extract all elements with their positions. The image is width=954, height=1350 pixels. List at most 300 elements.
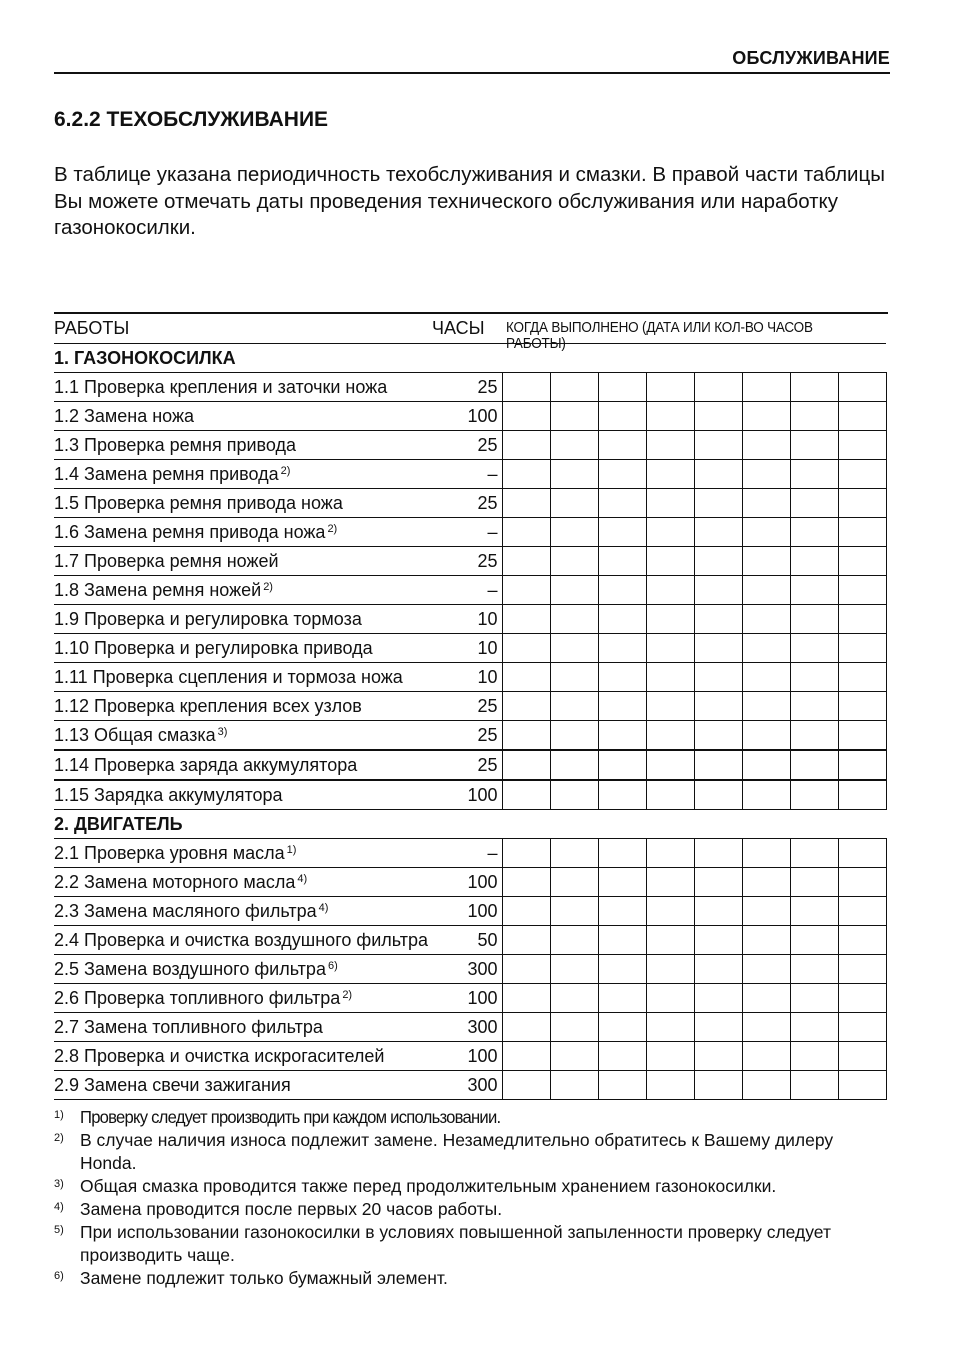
footnote-text: При использовании газонокосилки в условиях повышенной запыленности проверку следует производить чаще. xyxy=(80,1222,831,1265)
task-name-cell xyxy=(54,1071,454,1100)
record-entry-cell[interactable] xyxy=(838,460,886,489)
record-entry-cell[interactable] xyxy=(742,431,790,460)
record-entry-cell[interactable] xyxy=(550,431,598,460)
record-entry-cell[interactable] xyxy=(838,926,886,955)
record-entry-cell[interactable] xyxy=(502,1071,550,1100)
task-name: 1.5 Проверка ремня привода ножа xyxy=(54,492,343,513)
record-entry-cell[interactable] xyxy=(694,897,742,926)
record-entry-cell[interactable] xyxy=(790,576,838,605)
record-entry-cell[interactable] xyxy=(838,839,886,868)
record-entry-cell[interactable] xyxy=(550,663,598,692)
record-entry-cell[interactable] xyxy=(598,460,646,489)
section-title: 6.2.2 ТЕХОБСЛУЖИВАНИЕ xyxy=(54,108,329,131)
hours-cell: 300 xyxy=(454,955,502,984)
footnote-reference: 2) xyxy=(263,580,273,593)
record-entry-cell[interactable] xyxy=(838,868,886,897)
table-group-row xyxy=(54,810,886,839)
record-entry-cell[interactable] xyxy=(502,402,550,431)
record-entry-cell[interactable] xyxy=(502,839,550,868)
record-entry-cell[interactable] xyxy=(502,518,550,547)
record-entry-cell[interactable] xyxy=(598,431,646,460)
record-entry-cell[interactable] xyxy=(742,489,790,518)
record-entry-cell[interactable] xyxy=(790,926,838,955)
record-entry-cell[interactable] xyxy=(694,1042,742,1071)
record-entry-cell[interactable] xyxy=(742,1013,790,1042)
footnote xyxy=(54,1175,894,1198)
task-name: 1.2 Замена ножа xyxy=(54,405,195,426)
record-entry-cell[interactable] xyxy=(694,663,742,692)
table-row xyxy=(54,402,886,431)
record-entry-cell[interactable] xyxy=(598,984,646,1013)
record-entry-cell[interactable] xyxy=(598,1013,646,1042)
task-name: 2.1 Проверка уровня масла xyxy=(54,842,285,863)
hours-cell: 25 xyxy=(454,692,502,721)
record-entry-cell[interactable] xyxy=(694,868,742,897)
record-entry-cell[interactable] xyxy=(694,518,742,547)
record-entry-cell[interactable] xyxy=(742,721,790,751)
hours-cell: 10 xyxy=(454,634,502,663)
record-entry-cell[interactable] xyxy=(502,750,550,780)
record-entry-cell[interactable] xyxy=(694,750,742,780)
footnote-reference: 2) xyxy=(327,522,338,535)
task-name: 2.2 Замена моторного масла xyxy=(54,871,296,892)
table-row xyxy=(54,839,886,868)
hours-cell: 50 xyxy=(454,926,502,955)
record-entry-cell[interactable] xyxy=(694,489,742,518)
record-entry-cell[interactable] xyxy=(838,373,886,402)
record-entry-cell[interactable] xyxy=(694,402,742,431)
hours-cell: 25 xyxy=(454,721,502,751)
record-entry-cell[interactable] xyxy=(646,373,694,402)
record-entry-cell[interactable] xyxy=(502,1042,550,1071)
record-entry-cell[interactable] xyxy=(550,1042,598,1071)
record-entry-cell[interactable] xyxy=(646,780,694,810)
record-entry-cell[interactable] xyxy=(694,955,742,984)
table-row xyxy=(54,1013,886,1042)
record-entry-cell[interactable] xyxy=(838,955,886,984)
record-entry-cell[interactable] xyxy=(598,605,646,634)
table-row xyxy=(54,576,886,605)
record-entry-cell[interactable] xyxy=(550,984,598,1013)
record-entry-cell[interactable] xyxy=(598,926,646,955)
record-entry-cell[interactable] xyxy=(550,489,598,518)
record-entry-cell[interactable] xyxy=(550,605,598,634)
record-entry-cell[interactable] xyxy=(646,547,694,576)
record-entry-cell[interactable] xyxy=(838,547,886,576)
task-name-cell xyxy=(54,663,454,692)
table-row xyxy=(54,1042,886,1071)
task-name: 2.9 Замена свечи зажигания xyxy=(54,1074,291,1095)
record-entry-cell[interactable] xyxy=(550,926,598,955)
record-entry-cell[interactable] xyxy=(694,1013,742,1042)
record-entry-cell[interactable] xyxy=(790,1013,838,1042)
record-entry-cell[interactable] xyxy=(742,518,790,547)
task-name-cell xyxy=(54,1042,454,1071)
hours-cell: 100 xyxy=(454,868,502,897)
hours-cell: 100 xyxy=(454,1042,502,1071)
record-entry-cell[interactable] xyxy=(550,750,598,780)
hours-cell: 25 xyxy=(454,489,502,518)
record-entry-cell[interactable] xyxy=(790,955,838,984)
footnote xyxy=(54,1129,894,1175)
record-entry-cell[interactable] xyxy=(742,1042,790,1071)
record-entry-cell[interactable] xyxy=(550,692,598,721)
hours-cell: 25 xyxy=(454,373,502,402)
task-name: 1.14 Проверка заряда аккумулятора xyxy=(54,754,358,775)
record-entry-cell[interactable] xyxy=(742,576,790,605)
record-entry-cell[interactable] xyxy=(694,605,742,634)
record-entry-cell[interactable] xyxy=(550,955,598,984)
record-entry-cell[interactable] xyxy=(502,547,550,576)
table-row xyxy=(54,984,886,1013)
hours-cell: 25 xyxy=(454,750,502,780)
record-entry-cell[interactable] xyxy=(790,605,838,634)
record-entry-cell[interactable] xyxy=(550,634,598,663)
maintenance-table xyxy=(54,343,887,1100)
task-name: 2.7 Замена топливного фильтра xyxy=(54,1016,323,1037)
record-entry-cell[interactable] xyxy=(790,1042,838,1071)
footnote-text: Замене подлежит только бумажный элемент. xyxy=(80,1268,448,1288)
record-entry-cell[interactable] xyxy=(694,431,742,460)
task-name-cell xyxy=(54,547,454,576)
record-entry-cell[interactable] xyxy=(646,634,694,663)
group-title: 1. ГАЗОНОКОСИЛКА xyxy=(54,344,886,373)
footnote-mark: 4) xyxy=(54,1201,64,1213)
table-column-headers xyxy=(54,316,888,352)
record-entry-cell[interactable] xyxy=(598,518,646,547)
record-entry-cell[interactable] xyxy=(502,663,550,692)
record-entry-cell[interactable] xyxy=(502,634,550,663)
record-entry-cell[interactable] xyxy=(790,839,838,868)
record-entry-cell[interactable] xyxy=(502,984,550,1013)
record-entry-cell[interactable] xyxy=(790,663,838,692)
hours-cell: 100 xyxy=(454,897,502,926)
record-entry-cell[interactable] xyxy=(550,897,598,926)
footnote xyxy=(54,1106,894,1129)
record-entry-cell[interactable] xyxy=(502,955,550,984)
record-entry-cell[interactable] xyxy=(742,402,790,431)
record-entry-cell[interactable] xyxy=(502,373,550,402)
task-name: 1.7 Проверка ремня ножей xyxy=(54,550,279,571)
record-entry-cell[interactable] xyxy=(646,460,694,489)
record-entry-cell[interactable] xyxy=(838,663,886,692)
table-row xyxy=(54,897,886,926)
record-entry-cell[interactable] xyxy=(598,780,646,810)
task-name: 1.13 Общая смазка xyxy=(54,724,216,745)
record-entry-cell[interactable] xyxy=(502,460,550,489)
footnote-reference: 6) xyxy=(327,959,338,972)
record-entry-cell[interactable] xyxy=(598,721,646,751)
record-entry-cell[interactable] xyxy=(742,634,790,663)
record-entry-cell[interactable] xyxy=(598,576,646,605)
record-entry-cell[interactable] xyxy=(838,518,886,547)
record-entry-cell[interactable] xyxy=(790,1071,838,1100)
task-name: 1.9 Проверка и регулировка тормоза xyxy=(54,608,362,629)
running-header: ОБСЛУЖИВАНИЕ xyxy=(732,48,890,68)
record-entry-cell[interactable] xyxy=(790,402,838,431)
record-entry-cell[interactable] xyxy=(742,547,790,576)
hours-cell: 300 xyxy=(454,1071,502,1100)
record-entry-cell[interactable] xyxy=(838,984,886,1013)
record-entry-cell[interactable] xyxy=(502,868,550,897)
task-name-cell xyxy=(54,518,454,547)
record-entry-cell[interactable] xyxy=(742,373,790,402)
record-entry-cell[interactable] xyxy=(694,984,742,1013)
table-row xyxy=(54,373,886,402)
record-entry-cell[interactable] xyxy=(742,868,790,897)
record-entry-cell[interactable] xyxy=(790,984,838,1013)
record-entry-cell[interactable] xyxy=(502,897,550,926)
record-entry-cell[interactable] xyxy=(790,750,838,780)
record-entry-cell[interactable] xyxy=(838,431,886,460)
hours-cell: 100 xyxy=(454,984,502,1013)
record-entry-cell[interactable] xyxy=(598,634,646,663)
record-entry-cell[interactable] xyxy=(646,926,694,955)
record-entry-cell[interactable] xyxy=(646,1013,694,1042)
record-entry-cell[interactable] xyxy=(742,1071,790,1100)
intro-paragraph: В таблице указана периодичность техобслуживания и смазки. В правой части таблицы Вы можете отмечать даты проведения технического обслуживания или наработку газонокосилки. xyxy=(54,163,885,239)
record-entry-cell[interactable] xyxy=(550,868,598,897)
record-entry-cell[interactable] xyxy=(598,489,646,518)
record-entry-cell[interactable] xyxy=(838,634,886,663)
hours-cell: 25 xyxy=(454,547,502,576)
footnote-reference: 4) xyxy=(297,872,308,885)
record-entry-cell[interactable] xyxy=(502,692,550,721)
table-row xyxy=(54,460,886,489)
task-name-cell xyxy=(54,1013,454,1042)
record-entry-cell[interactable] xyxy=(502,431,550,460)
record-entry-cell[interactable] xyxy=(790,460,838,489)
record-entry-cell[interactable] xyxy=(646,692,694,721)
record-entry-cell[interactable] xyxy=(550,402,598,431)
record-entry-cell[interactable] xyxy=(694,721,742,751)
record-entry-cell[interactable] xyxy=(550,460,598,489)
record-entry-cell[interactable] xyxy=(550,780,598,810)
record-entry-cell[interactable] xyxy=(598,402,646,431)
record-entry-cell[interactable] xyxy=(838,489,886,518)
record-entry-cell[interactable] xyxy=(502,489,550,518)
task-name-cell xyxy=(54,955,454,984)
record-entry-cell[interactable] xyxy=(742,663,790,692)
record-entry-cell[interactable] xyxy=(790,721,838,751)
record-entry-cell[interactable] xyxy=(742,780,790,810)
record-entry-cell[interactable] xyxy=(646,897,694,926)
record-entry-cell[interactable] xyxy=(742,605,790,634)
record-entry-cell[interactable] xyxy=(742,750,790,780)
record-entry-cell[interactable] xyxy=(598,750,646,780)
record-entry-cell[interactable] xyxy=(598,897,646,926)
record-entry-cell[interactable] xyxy=(646,518,694,547)
task-name: 1.10 Проверка и регулировка привода xyxy=(54,637,373,658)
record-entry-cell[interactable] xyxy=(742,692,790,721)
task-name: 1.4 Замена ремня привода xyxy=(54,463,279,484)
record-entry-cell[interactable] xyxy=(694,373,742,402)
hours-cell: – xyxy=(454,839,502,868)
footnote-mark: 5) xyxy=(54,1224,64,1236)
hours-cell: – xyxy=(454,518,502,547)
record-entry-cell[interactable] xyxy=(694,460,742,489)
record-entry-cell[interactable] xyxy=(550,839,598,868)
record-entry-cell[interactable] xyxy=(694,692,742,721)
record-entry-cell[interactable] xyxy=(646,576,694,605)
record-entry-cell[interactable] xyxy=(646,750,694,780)
record-entry-cell[interactable] xyxy=(838,605,886,634)
record-entry-cell[interactable] xyxy=(742,984,790,1013)
record-entry-cell[interactable] xyxy=(550,721,598,751)
record-entry-cell[interactable] xyxy=(790,431,838,460)
record-entry-cell[interactable] xyxy=(502,721,550,751)
task-name-cell xyxy=(54,780,454,810)
hours-cell: 100 xyxy=(454,402,502,431)
table-row xyxy=(54,431,886,460)
task-name-cell xyxy=(54,839,454,868)
task-name: 2.8 Проверка и очистка искрогасителей xyxy=(54,1045,385,1066)
record-entry-cell[interactable] xyxy=(838,721,886,751)
record-entry-cell[interactable] xyxy=(502,576,550,605)
record-entry-cell[interactable] xyxy=(742,460,790,489)
record-entry-cell[interactable] xyxy=(838,1013,886,1042)
record-entry-cell[interactable] xyxy=(550,1013,598,1042)
task-name-cell xyxy=(54,576,454,605)
record-entry-cell[interactable] xyxy=(646,839,694,868)
footnote-mark: 6) xyxy=(54,1270,64,1282)
record-entry-cell[interactable] xyxy=(598,663,646,692)
record-entry-cell[interactable] xyxy=(742,839,790,868)
table-row xyxy=(54,1071,886,1100)
record-entry-cell[interactable] xyxy=(502,780,550,810)
record-entry-cell[interactable] xyxy=(790,489,838,518)
table-row xyxy=(54,663,886,692)
record-entry-cell[interactable] xyxy=(790,780,838,810)
record-entry-cell[interactable] xyxy=(694,780,742,810)
record-entry-cell[interactable] xyxy=(694,547,742,576)
record-entry-cell[interactable] xyxy=(838,897,886,926)
record-entry-cell[interactable] xyxy=(790,897,838,926)
record-entry-cell[interactable] xyxy=(646,868,694,897)
table-row xyxy=(54,634,886,663)
record-entry-cell[interactable] xyxy=(646,489,694,518)
record-entry-cell[interactable] xyxy=(790,634,838,663)
task-name-cell xyxy=(54,431,454,460)
hours-cell: – xyxy=(454,576,502,605)
task-name-cell xyxy=(54,402,454,431)
table-row xyxy=(54,547,886,576)
record-entry-cell[interactable] xyxy=(550,373,598,402)
task-name: 1.1 Проверка крепления и заточки ножа xyxy=(54,376,388,397)
record-entry-cell[interactable] xyxy=(790,547,838,576)
record-entry-cell[interactable] xyxy=(742,955,790,984)
record-entry-cell[interactable] xyxy=(646,721,694,751)
table-row xyxy=(54,955,886,984)
record-entry-cell[interactable] xyxy=(790,518,838,547)
footnote-text: В случае наличия износа подлежит замене. Незамедлительно обратитесь к Вашему дилеру Honda. xyxy=(80,1130,834,1173)
record-entry-cell[interactable] xyxy=(598,839,646,868)
table-top-rule xyxy=(54,312,888,314)
record-entry-cell[interactable] xyxy=(550,576,598,605)
record-entry-cell[interactable] xyxy=(694,926,742,955)
record-entry-cell[interactable] xyxy=(502,605,550,634)
record-entry-cell[interactable] xyxy=(694,634,742,663)
record-entry-cell[interactable] xyxy=(694,839,742,868)
record-entry-cell[interactable] xyxy=(598,373,646,402)
record-entry-cell[interactable] xyxy=(550,518,598,547)
record-entry-cell[interactable] xyxy=(646,402,694,431)
record-entry-cell[interactable] xyxy=(646,955,694,984)
task-name-cell xyxy=(54,897,454,926)
hours-cell: 25 xyxy=(454,431,502,460)
table-row xyxy=(54,926,886,955)
record-entry-cell[interactable] xyxy=(502,926,550,955)
record-entry-cell[interactable] xyxy=(646,1071,694,1100)
record-entry-cell[interactable] xyxy=(550,1071,598,1100)
table-row xyxy=(54,868,886,897)
task-name: 1.3 Проверка ремня привода xyxy=(54,434,297,455)
task-name: 2.6 Проверка топливного фильтра xyxy=(54,987,341,1008)
record-entry-cell[interactable] xyxy=(838,1042,886,1071)
record-entry-cell[interactable] xyxy=(694,576,742,605)
footnote-text: Общая смазка проводится также перед продолжительным хранением газонокосилки. xyxy=(80,1176,777,1196)
record-entry-cell[interactable] xyxy=(790,373,838,402)
task-name: 2.5 Замена воздушного фильтра xyxy=(54,958,326,979)
footnote-mark: 2) xyxy=(54,1132,64,1144)
task-name: 1.6 Замена ремня привода ножа xyxy=(54,521,326,542)
record-entry-cell[interactable] xyxy=(646,984,694,1013)
column-header-work: РАБОТЫ xyxy=(54,318,130,338)
footnote-mark: 3) xyxy=(54,1178,64,1190)
column-header-hours: ЧАСЫ xyxy=(432,318,485,338)
footnote xyxy=(54,1267,894,1290)
record-entry-cell[interactable] xyxy=(646,605,694,634)
footnote-reference: 3) xyxy=(217,725,228,738)
record-entry-cell[interactable] xyxy=(694,1071,742,1100)
table-row xyxy=(54,750,886,780)
task-name-cell xyxy=(54,460,454,489)
record-entry-cell[interactable] xyxy=(598,955,646,984)
record-entry-cell[interactable] xyxy=(502,1013,550,1042)
header-rule xyxy=(54,72,890,74)
table-row xyxy=(54,518,886,547)
record-entry-cell[interactable] xyxy=(838,780,886,810)
record-entry-cell[interactable] xyxy=(838,576,886,605)
record-entry-cell[interactable] xyxy=(598,1071,646,1100)
record-entry-cell[interactable] xyxy=(598,1042,646,1071)
footnote-mark: 1) xyxy=(54,1109,64,1121)
record-entry-cell[interactable] xyxy=(646,663,694,692)
record-entry-cell[interactable] xyxy=(790,692,838,721)
record-entry-cell[interactable] xyxy=(838,750,886,780)
record-entry-cell[interactable] xyxy=(550,547,598,576)
record-entry-cell[interactable] xyxy=(646,431,694,460)
record-entry-cell[interactable] xyxy=(598,692,646,721)
record-entry-cell[interactable] xyxy=(598,547,646,576)
table-row xyxy=(54,605,886,634)
record-entry-cell[interactable] xyxy=(838,692,886,721)
record-entry-cell[interactable] xyxy=(838,1071,886,1100)
record-entry-cell[interactable] xyxy=(598,868,646,897)
footnote xyxy=(54,1198,894,1221)
record-entry-cell[interactable] xyxy=(742,926,790,955)
task-name-cell xyxy=(54,373,454,402)
task-name-cell xyxy=(54,750,454,780)
footnote-reference: 1) xyxy=(286,843,297,856)
footnote xyxy=(54,1221,894,1267)
record-entry-cell[interactable] xyxy=(646,1042,694,1071)
task-name-cell xyxy=(54,984,454,1013)
column-header-when-done: КОГДА ВЫПОЛНЕНО (ДАТА ИЛИ КОЛ-ВО ЧАСОВ РАБОТЫ) xyxy=(506,320,813,352)
record-entry-cell[interactable] xyxy=(742,897,790,926)
record-entry-cell[interactable] xyxy=(790,868,838,897)
record-entry-cell[interactable] xyxy=(838,402,886,431)
